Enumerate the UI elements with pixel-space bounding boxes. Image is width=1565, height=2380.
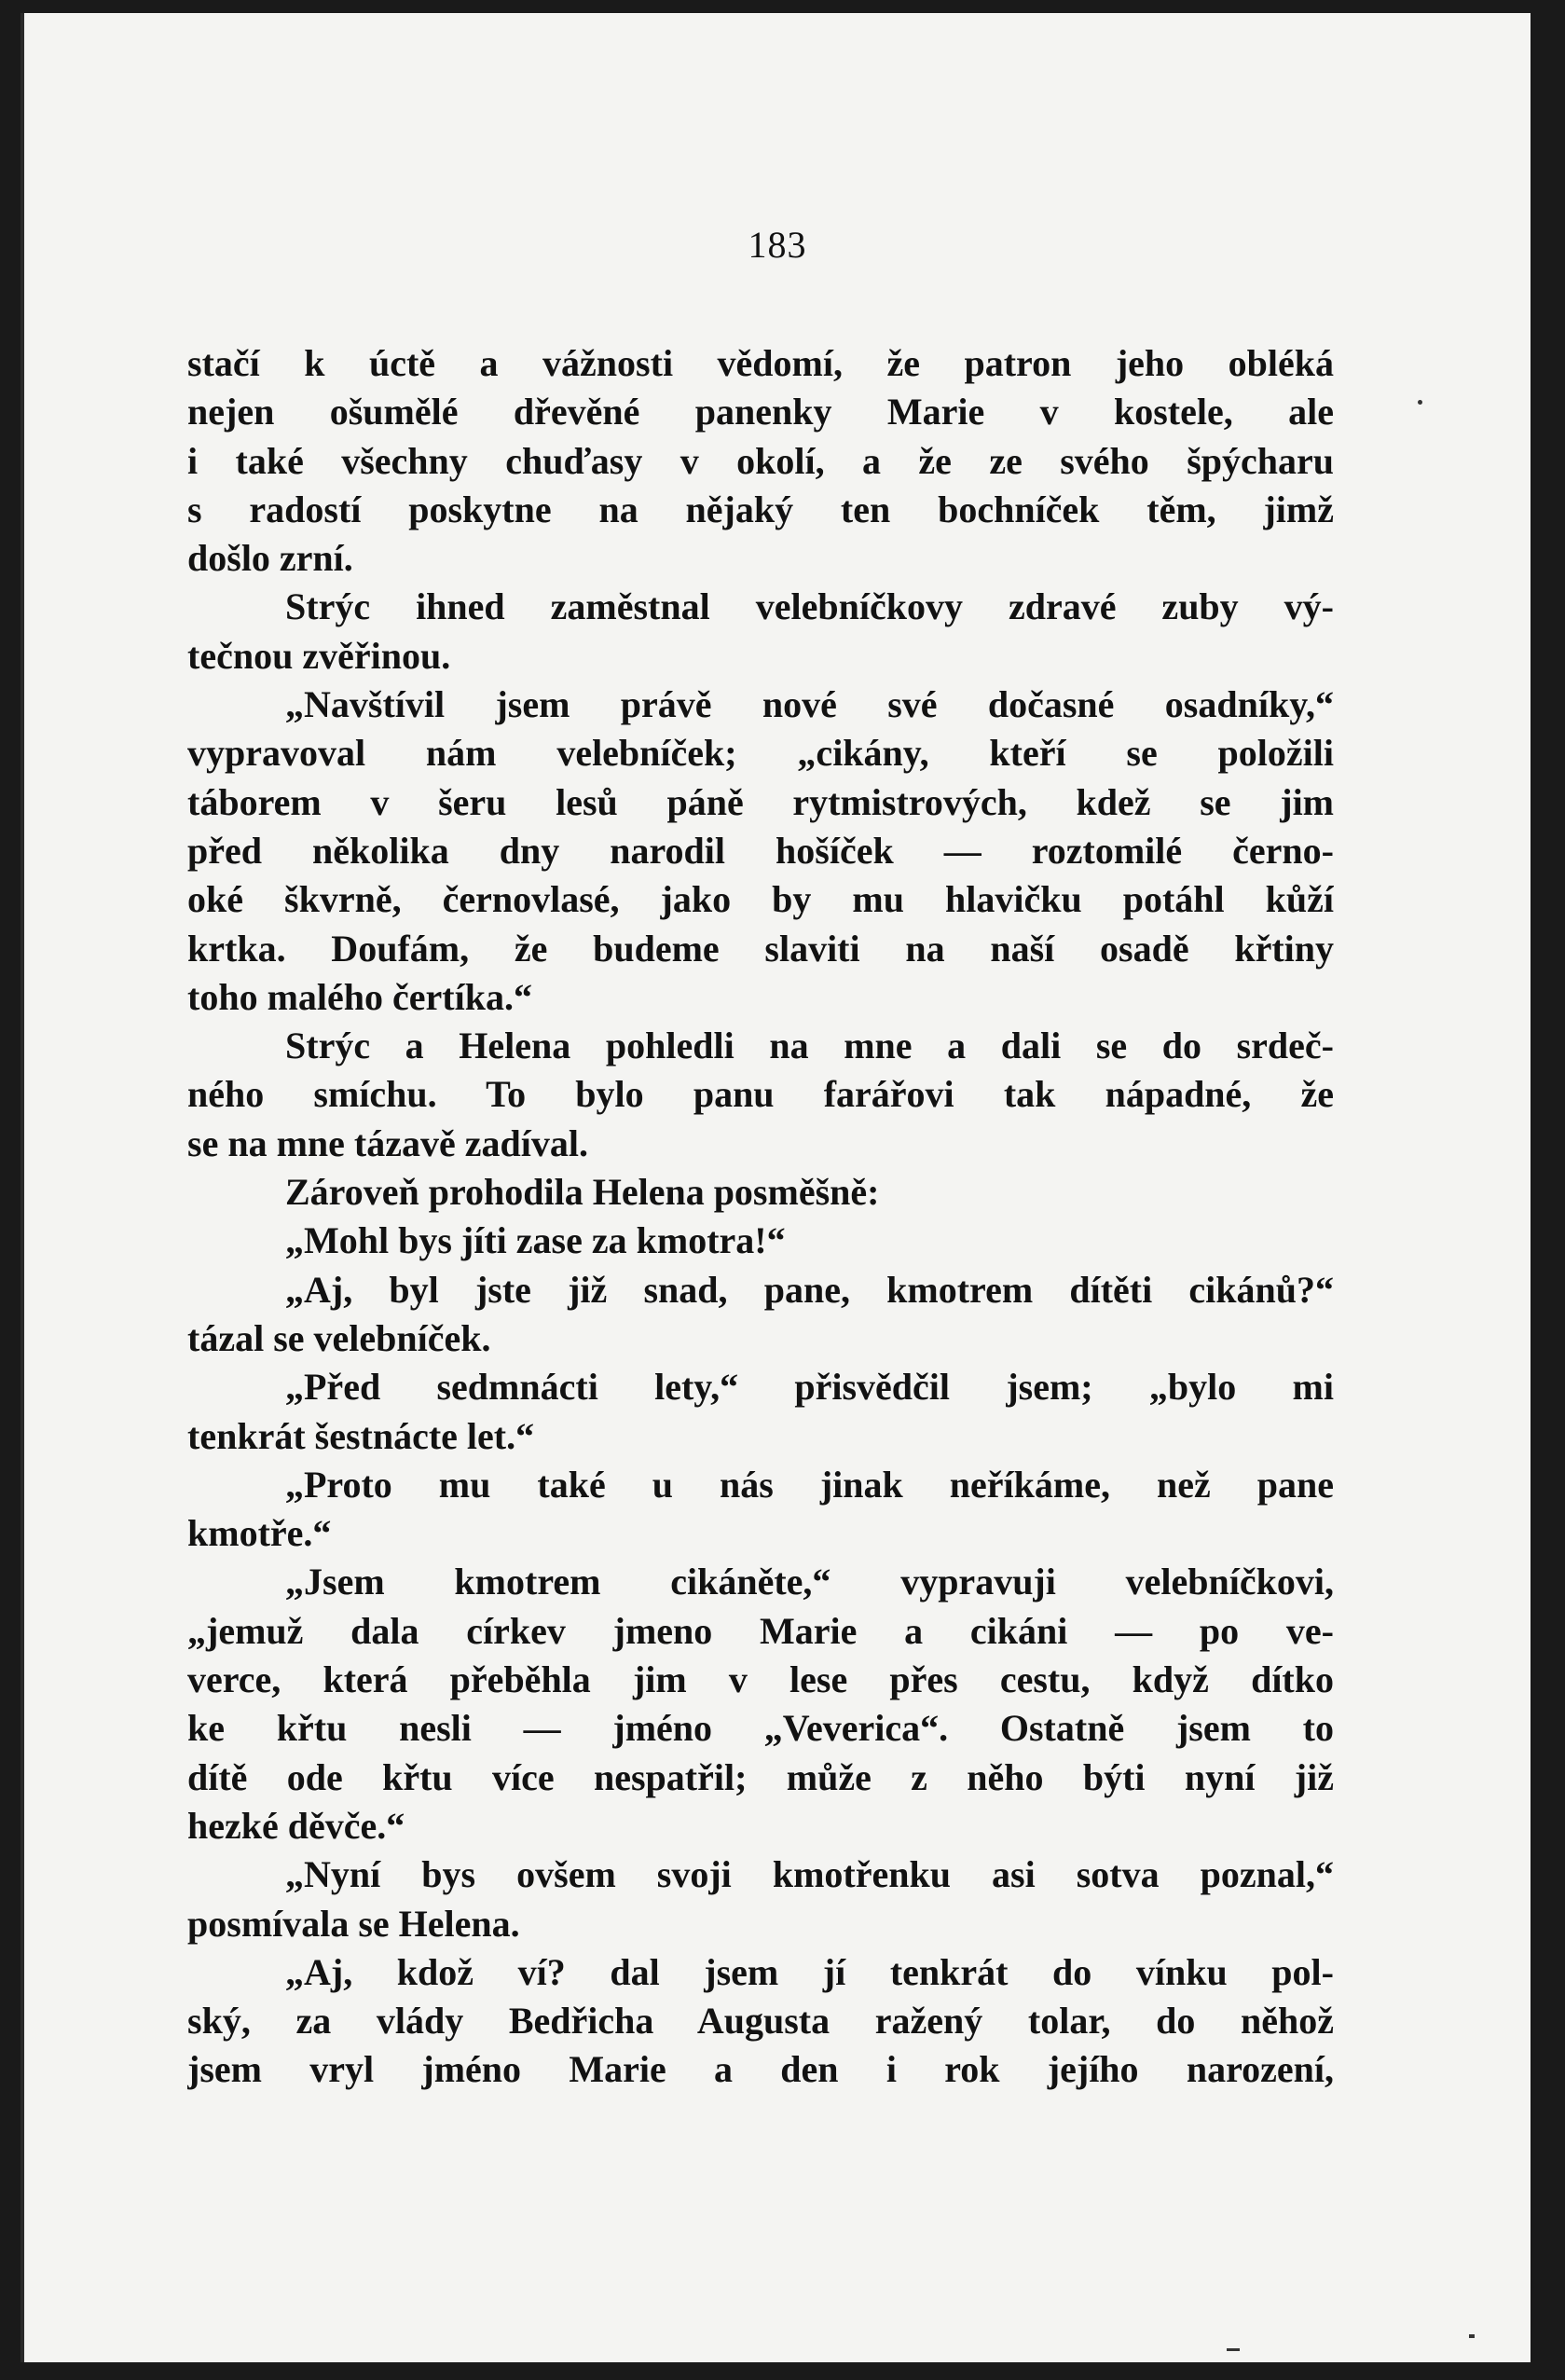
text-line: „Aj, kdož ví? dal jsem jí tenkrát do vínku pol- xyxy=(285,1950,1334,1993)
text-line: s radostí poskytne na nějaký ten bochníček těm, jimž xyxy=(187,488,1334,530)
text-line: toho malého čertíka.“ xyxy=(187,975,532,1018)
text-line: jsem vryl jméno Marie a den i rok jejího narození, xyxy=(187,2048,1334,2091)
text-line: ke křtu nesli — jméno „Veverica“. Ostatně jsem to xyxy=(187,1707,1334,1750)
scan-speck xyxy=(1227,2348,1240,2351)
body-text xyxy=(187,339,1334,2095)
text-line: vypravoval nám velebníček; „cikány, kteří se položili xyxy=(187,732,1334,775)
text-line: „Mohl bys jíti zase za kmotra!“ xyxy=(285,1219,786,1262)
text-line: oké škvrně, černovlasé, jako by mu hlavičku potáhl kůží xyxy=(187,878,1334,921)
text-line: ský, za vlády Bedřicha Augusta ražený tolar, do něhož xyxy=(187,2000,1334,2043)
text-line: ného smíchu. To bylo panu farářovi tak nápadné, že xyxy=(187,1073,1334,1116)
text-line: „Nyní bys ovšem svoji kmotřenku asi sotva poznal,“ xyxy=(285,1853,1334,1896)
page-number: 183 xyxy=(748,224,807,266)
text-line: táborem v šeru lesů páně rytmistrových, kdež se jim xyxy=(187,780,1334,823)
scan-speck xyxy=(1418,400,1422,405)
text-line: došlo zrní. xyxy=(187,537,353,580)
text-line: „Jsem kmotrem cikáněte,“ vypravuji velebníčkovi, xyxy=(285,1561,1334,1603)
text-line: dítě ode křtu více nespatřil; může z něho býti nyní již xyxy=(187,1755,1334,1798)
text-line: Strýc ihned zaměstnal velebníčkovy zdravé zuby vý- xyxy=(285,585,1334,628)
text-line: tenkrát šestnácte let.“ xyxy=(187,1414,535,1457)
text-line: posmívala se Helena. xyxy=(187,1902,520,1945)
text-line: Strýc a Helena pohledli na mne a dali se do srdeč- xyxy=(285,1025,1334,1067)
text-line: stačí k úctě a vážnosti vědomí, že patron jeho obléká xyxy=(187,342,1334,384)
text-line: „jemuž dala církev jmeno Marie a cikáni — po ve- xyxy=(187,1609,1334,1652)
text-line: hezké děvče.“ xyxy=(187,1804,405,1847)
text-line: kmotře.“ xyxy=(187,1512,332,1555)
text-line: „Proto mu také u nás jinak neříkáme, než pane xyxy=(285,1463,1334,1506)
text-line: tečnou zvěřinou. xyxy=(187,634,451,677)
text-line: verce, která přeběhla jim v lese přes cestu, když dítko xyxy=(187,1658,1334,1701)
text-line: se na mne tázavě zadíval. xyxy=(187,1121,588,1164)
scan-speck xyxy=(1469,2334,1475,2338)
text-line: i také všechny chuďasy v okolí, a že ze svého špýcharu xyxy=(187,439,1334,482)
book-page xyxy=(21,13,1531,2362)
text-line: před několika dny narodil hošíček — roztomilé černo- xyxy=(187,829,1334,872)
text-line: „Aj, byl jste již snad, pane, kmotrem dítěti cikánů?“ xyxy=(285,1268,1334,1311)
text-line: „Navštívil jsem právě nové své dočasné osadníky,“ xyxy=(285,683,1334,726)
text-line: „Před sedmnácti lety,“ přisvědčil jsem; „bylo mi xyxy=(285,1366,1334,1409)
text-line: krtka. Doufám, že budeme slaviti na naší osadě křtiny xyxy=(187,927,1334,970)
text-line: tázal se velebníček. xyxy=(187,1316,491,1359)
text-line: Zároveň prohodila Helena posměšně: xyxy=(285,1171,880,1214)
text-line: nejen ošumělé dřevěné panenky Marie v kostele, ale xyxy=(187,391,1334,433)
